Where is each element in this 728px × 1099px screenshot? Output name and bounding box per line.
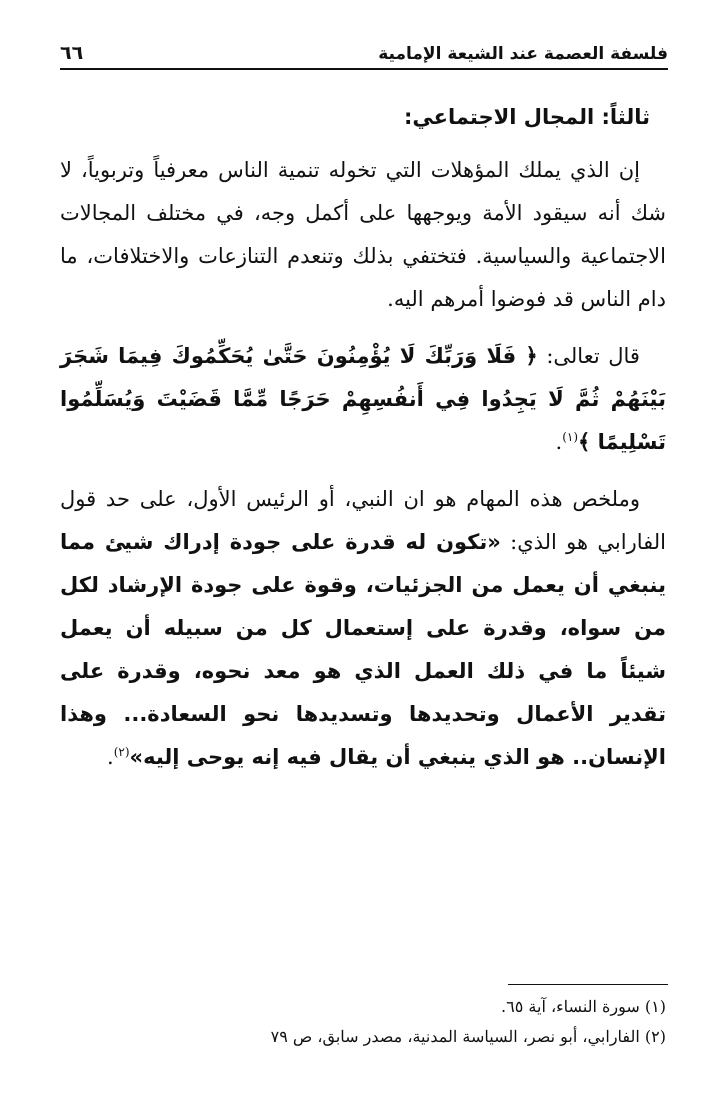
quote-intro: قال تعالى: [546, 344, 640, 368]
footnote-2: (٢) الفارابي، أبو نصر، السياسة المدنية، مصدر سابق، ص ٧٩ [270, 1027, 666, 1046]
sentence-end: . [107, 745, 114, 769]
page-header [60, 30, 668, 70]
footnote-1: (١) سورة النساء، آية ٦٥. [501, 997, 666, 1016]
page-number: ٦٦ [60, 42, 84, 64]
running-title: فلسفة العصمة عند الشيعة الإمامية [378, 44, 668, 64]
sentence-end: . [555, 430, 563, 454]
farabi-intro: وملخص هذه المهام هو ان النبي، أو الرئيس الأول، على حد قول الفارابي هو الذي: [60, 487, 666, 554]
paragraph-quran-quote [60, 335, 666, 464]
farabi-quote: «تكون له قدرة على جودة إدراك شيئ مما ينبغي أن يعمل من الجزئيات، وقوة على جودة الإرشاد لكل من سواه، وقدرة على إستعمال كل من سبيله أن يعمل شيئاً ما في ذلك العمل الذي هو معد نحوه، وقدرة على تقدير الأعمال وتحديدها وتسديدها نحو السعادة... وهذا الإنسان.. هو الذي ينبغي أن يقال فيه إنه يوحى إليه» [60, 530, 666, 769]
paragraph-social-leadership: إن الذي يملك المؤهلات التي تخوله تنمية الناس معرفياً وتربوياً، لا شك أنه سيقود الأمة ويوجهها على أكمل وجه، في مختلف المجالات الاجتماعية والسياسية. فتختفي بذلك وتنعدم التنازعات والاختلافات، ما دام الناس قد فوضوا أمرهم اليه. [60, 158, 666, 311]
paragraph-farabi-quote [60, 478, 666, 779]
section-heading: ثالثاً: المجال الاجتماعي: [403, 105, 650, 129]
page-body [60, 96, 666, 793]
footnote-ref-1[interactable]: (١) [562, 430, 579, 444]
footnotes [60, 992, 666, 1052]
footnote-ref-2[interactable]: (٢) [113, 745, 130, 759]
footnote-divider [508, 984, 668, 985]
quran-verse: ﴿ فَلَا وَرَبِّكَ لَا يُؤْمِنُونَ حَتَّىٰ يُحَكِّمُوكَ فِيمَا شَجَرَ بَيْنَهُمْ ثُمَّ لَا يَجِدُوا فِي أَنفُسِهِمْ حَرَجًا مِّمَّا قَضَيْتَ وَيُسَلِّمُوا تَسْلِيمًا ﴾ [60, 344, 666, 454]
